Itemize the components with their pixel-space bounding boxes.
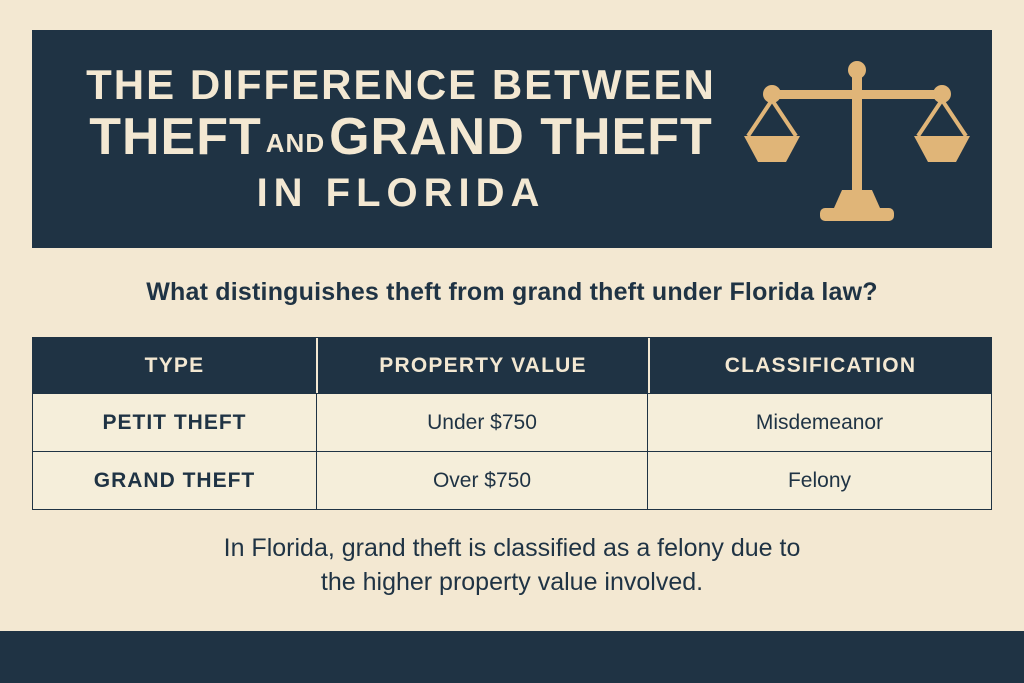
- cell-type-petit-theft: PETIT THEFT: [102, 410, 247, 434]
- comparison-table: [32, 337, 992, 510]
- footnote-line-2: the higher property value involved.: [320, 567, 704, 596]
- table-row: [33, 393, 991, 451]
- title-and-word: AND: [265, 127, 326, 158]
- scales-of-justice-icon: [732, 39, 992, 239]
- header-banner: [32, 30, 992, 248]
- table-row: [33, 451, 991, 509]
- question-text: What distinguishes theft from grand theft under Florida law?: [146, 278, 878, 306]
- title-grand-theft-word: GRAND THEFT: [329, 107, 713, 166]
- cell-classification-grand-theft: Felony: [647, 452, 991, 509]
- column-header-type: TYPE: [144, 353, 205, 377]
- title-line-2: [80, 109, 722, 165]
- table-header-row: [33, 338, 991, 393]
- header-title-block: [32, 60, 732, 216]
- cell-value-petit-theft: Under $750: [316, 394, 647, 451]
- bottom-bar: [0, 631, 1024, 683]
- title-line-1: THE DIFFERENCE BETWEEN: [86, 60, 716, 108]
- footnote-text: [62, 532, 962, 600]
- title-line-3: IN FLORIDA: [256, 171, 546, 216]
- footnote-line-1: In Florida, grand theft is classified as a felony due to: [223, 534, 801, 562]
- column-header-property-value: PROPERTY VALUE: [316, 338, 648, 393]
- cell-value-grand-theft: Over $750: [316, 452, 647, 509]
- column-header-classification: CLASSIFICATION: [648, 338, 991, 393]
- cell-classification-petit-theft: Misdemeanor: [647, 394, 991, 451]
- cell-type-grand-theft: GRAND THEFT: [93, 468, 256, 492]
- title-theft-word: THEFT: [89, 107, 262, 166]
